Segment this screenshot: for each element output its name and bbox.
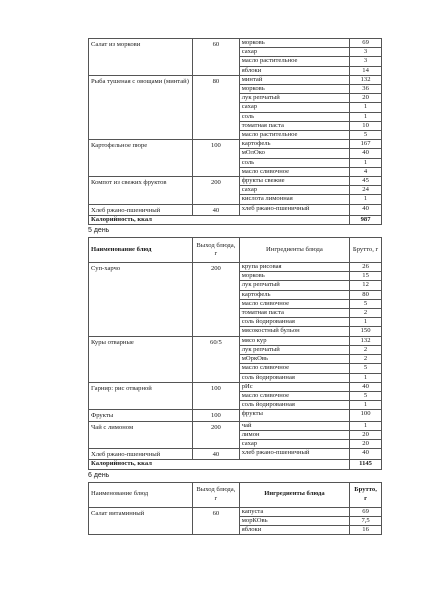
- gross-cell: [350, 75, 382, 139]
- dish-name: Компот из свежих фруктов: [89, 177, 193, 205]
- total-row: [89, 460, 382, 469]
- table-row: [89, 410, 382, 421]
- ingredient-name: лук репчатый: [240, 94, 349, 103]
- ingredient-gross: 16: [362, 525, 369, 533]
- ingredient-gross: 3: [350, 57, 381, 66]
- ingredient-gross: 4: [363, 167, 368, 175]
- day-heading-5: 5 день: [88, 227, 110, 235]
- ingredient-name: морковь: [240, 85, 349, 94]
- ingredient-name: томатная паста: [240, 121, 349, 130]
- ingredient-name: лук репчатый: [240, 345, 349, 354]
- ingredient-gross: 40: [362, 204, 369, 212]
- ingredient-gross: 5: [350, 391, 381, 400]
- dish-name: Суп-харчо: [89, 263, 193, 337]
- ingredient-name: морКОвь: [240, 516, 349, 525]
- table-row: [89, 336, 382, 382]
- total-label: Калорийность, ккал: [89, 215, 350, 224]
- ingredient-name: картофель: [240, 140, 349, 149]
- ingredient-gross: 1: [363, 373, 368, 381]
- ingredient-gross: 1: [350, 112, 381, 121]
- table-header-row: [89, 482, 382, 507]
- dish-name: Фрукты: [89, 410, 193, 421]
- ingredient-name: морковь: [240, 272, 349, 281]
- ingredient-gross: 1: [350, 318, 381, 327]
- table-row: [89, 39, 382, 76]
- dish-name: Гарнир: рис отварной: [89, 382, 193, 410]
- ingredients-cell: [239, 140, 349, 177]
- dish-portion: 40: [193, 204, 240, 215]
- ingredient-gross: 40: [350, 383, 381, 392]
- gross-cell: [350, 421, 382, 449]
- ingredient-gross: 7,5: [350, 516, 381, 525]
- ingredient-name: лимон: [240, 430, 349, 439]
- ingredients-cell: [239, 204, 349, 215]
- ingredient-gross: 12: [350, 281, 381, 290]
- dish-name: Хлеб ржано-пшеничный: [89, 449, 193, 460]
- ingredient-name: сахар: [240, 48, 349, 57]
- ingredient-gross: 100: [360, 410, 371, 418]
- table-row: [89, 382, 382, 410]
- ingredient-gross: 40: [362, 449, 369, 457]
- table-row: [89, 507, 382, 535]
- ingredient-gross: 14: [362, 66, 369, 74]
- ingredient-name: сахар: [240, 186, 349, 195]
- day-heading-6: 6 день: [88, 471, 110, 479]
- gross-cell: [350, 204, 382, 215]
- ingredient-name: хлеб ржано-пшеничный: [241, 449, 310, 457]
- ingredient-gross: 1: [363, 401, 368, 409]
- ingredient-name: масло растительное: [241, 131, 298, 139]
- ingredient-gross: 2: [350, 345, 381, 354]
- ingredients-cell: [239, 39, 349, 76]
- table-row: [89, 421, 382, 449]
- table-row: [89, 263, 382, 337]
- ingredient-name: морковь: [240, 39, 349, 48]
- dish-portion: 100: [193, 140, 240, 177]
- menu-table-day4: [88, 38, 382, 225]
- dish-portion: 200: [193, 421, 240, 449]
- ingredient-name: мОркОвь: [240, 355, 349, 364]
- table-row: [89, 140, 382, 177]
- header-dish: Наименование блюд: [89, 238, 193, 263]
- ingredient-gross: 10: [350, 121, 381, 130]
- ingredient-name: яблоки: [241, 66, 262, 74]
- ingredients-cell: [239, 507, 349, 535]
- ingredient-name: чай: [240, 422, 349, 431]
- menu-table-day6: [88, 482, 382, 536]
- ingredient-name: кислота лимонная: [241, 195, 293, 203]
- ingredients-cell: [239, 410, 349, 421]
- gross-cell: [350, 449, 382, 460]
- ingredient-gross: 26: [350, 263, 381, 272]
- dish-name: Картофельное пюре: [89, 140, 193, 177]
- ingredient-name: масло растительное: [240, 57, 349, 66]
- ingredient-gross: 20: [350, 430, 381, 439]
- table-row: [89, 177, 382, 205]
- ingredient-name: сахар: [240, 103, 349, 112]
- dish-portion: 40: [193, 449, 240, 460]
- ingredient-gross: 24: [350, 186, 381, 195]
- header-gross: Брутто, г: [350, 238, 382, 263]
- header-portion: Выход блюда, г: [193, 482, 240, 507]
- ingredients-cell: [239, 263, 349, 337]
- ingredient-gross: 132: [350, 76, 381, 85]
- ingredient-name: масло сливочное: [240, 391, 349, 400]
- ingredient-name: фрукты свежие: [240, 177, 349, 186]
- dish-portion: 100: [193, 382, 240, 410]
- ingredient-gross: 20: [350, 94, 381, 103]
- dish-name: Салат витаминный: [89, 507, 193, 535]
- header-ingredients: Ингредиенты блюда: [239, 238, 349, 263]
- dish-portion: 200: [193, 263, 240, 337]
- gross-cell: [350, 263, 382, 337]
- ingredient-name: фрукты: [241, 410, 263, 418]
- dish-portion: 60/5: [193, 336, 240, 382]
- ingredient-gross: 3: [350, 48, 381, 57]
- ingredient-name: картофель: [240, 290, 349, 299]
- menu-table-day5: [88, 237, 382, 469]
- ingredient-name: сахар: [241, 439, 258, 447]
- dish-portion: 80: [193, 75, 240, 139]
- ingredient-gross: 5: [350, 299, 381, 308]
- table-row: [89, 204, 382, 215]
- ingredient-gross: 167: [350, 140, 381, 149]
- dish-portion: 100: [193, 410, 240, 421]
- ingredient-gross: 20: [362, 439, 369, 447]
- gross-cell: [350, 39, 382, 76]
- ingredient-name: минтай: [240, 76, 349, 85]
- header-dish: Наименование блюд: [89, 482, 193, 507]
- ingredient-name: масло сливочное: [241, 167, 290, 175]
- ingredients-cell: [239, 336, 349, 382]
- gross-cell: [350, 410, 382, 421]
- ingredient-gross: 69: [350, 39, 381, 48]
- ingredients-cell: [239, 75, 349, 139]
- ingredient-gross: 36: [350, 85, 381, 94]
- table-header-row: [89, 238, 382, 263]
- dish-name: Хлеб ржано-пшеничный: [89, 204, 193, 215]
- menu-page: [88, 38, 382, 535]
- ingredient-name: масло сливочное: [240, 364, 349, 373]
- header-ingredients: Ингредиенты блюда: [239, 482, 349, 507]
- ingredient-gross: 132: [350, 337, 381, 346]
- gross-cell: [350, 140, 382, 177]
- total-row: [89, 215, 382, 224]
- ingredient-name: мясо кур: [240, 337, 349, 346]
- ingredient-gross: 40: [350, 149, 381, 158]
- ingredient-gross: 2: [350, 355, 381, 364]
- ingredient-name: томатная паста: [240, 309, 349, 318]
- ingredients-cell: [239, 382, 349, 410]
- ingredient-gross: 1: [350, 158, 381, 167]
- dish-portion: 60: [193, 507, 240, 535]
- ingredient-gross: 45: [350, 177, 381, 186]
- dish-portion: 60: [193, 39, 240, 76]
- ingredient-name: яблоки: [241, 525, 262, 533]
- dish-name: Рыба тушеная с овощами (минтай): [89, 75, 193, 139]
- gross-cell: [350, 177, 382, 205]
- gross-cell: [350, 382, 382, 410]
- ingredient-name: соль йодированная: [241, 373, 295, 381]
- ingredients-cell: [239, 177, 349, 205]
- total-value: 1145: [350, 460, 382, 469]
- ingredient-gross: 15: [350, 272, 381, 281]
- ingredient-gross: 5: [350, 364, 381, 373]
- dish-name: Чай с лимоном: [89, 421, 193, 449]
- ingredient-name: мОлОко: [240, 149, 349, 158]
- ingredients-cell: [239, 449, 349, 460]
- table-row: [89, 75, 382, 139]
- dish-name: Салат из моркови: [89, 39, 193, 76]
- ingredient-name: хлеб ржано-пшеничный: [241, 204, 310, 212]
- ingredient-name: мясокостный бульон: [241, 327, 300, 335]
- dish-portion: 200: [193, 177, 240, 205]
- total-value: 987: [350, 215, 382, 224]
- gross-cell: [350, 336, 382, 382]
- ingredient-gross: 1: [350, 103, 381, 112]
- total-label: Калорийность, ккал: [89, 460, 350, 469]
- ingredient-gross: 2: [350, 309, 381, 318]
- ingredient-gross: 80: [350, 290, 381, 299]
- ingredient-gross: 150: [360, 327, 371, 335]
- gross-cell: [350, 507, 382, 535]
- ingredient-name: рИс: [240, 383, 349, 392]
- header-gross: Брутто, г: [350, 482, 382, 507]
- dish-name: Куры отварные: [89, 336, 193, 382]
- ingredient-name: крупа рисовая: [240, 263, 349, 272]
- ingredient-name: соль: [240, 158, 349, 167]
- table-row: [89, 449, 382, 460]
- ingredient-gross: 69: [350, 508, 381, 517]
- ingredient-gross: 5: [363, 131, 368, 139]
- ingredient-name: лук репчатый: [240, 281, 349, 290]
- ingredient-gross: 1: [363, 195, 368, 203]
- ingredient-name: соль йодированная: [241, 401, 295, 409]
- ingredients-cell: [239, 421, 349, 449]
- ingredient-name: соль йодированная: [240, 318, 349, 327]
- ingredient-name: капуста: [240, 508, 349, 517]
- ingredient-gross: 1: [350, 422, 381, 431]
- header-portion: Выход блюда, г: [193, 238, 240, 263]
- ingredient-name: соль: [240, 112, 349, 121]
- ingredient-name: масло сливочное: [240, 299, 349, 308]
